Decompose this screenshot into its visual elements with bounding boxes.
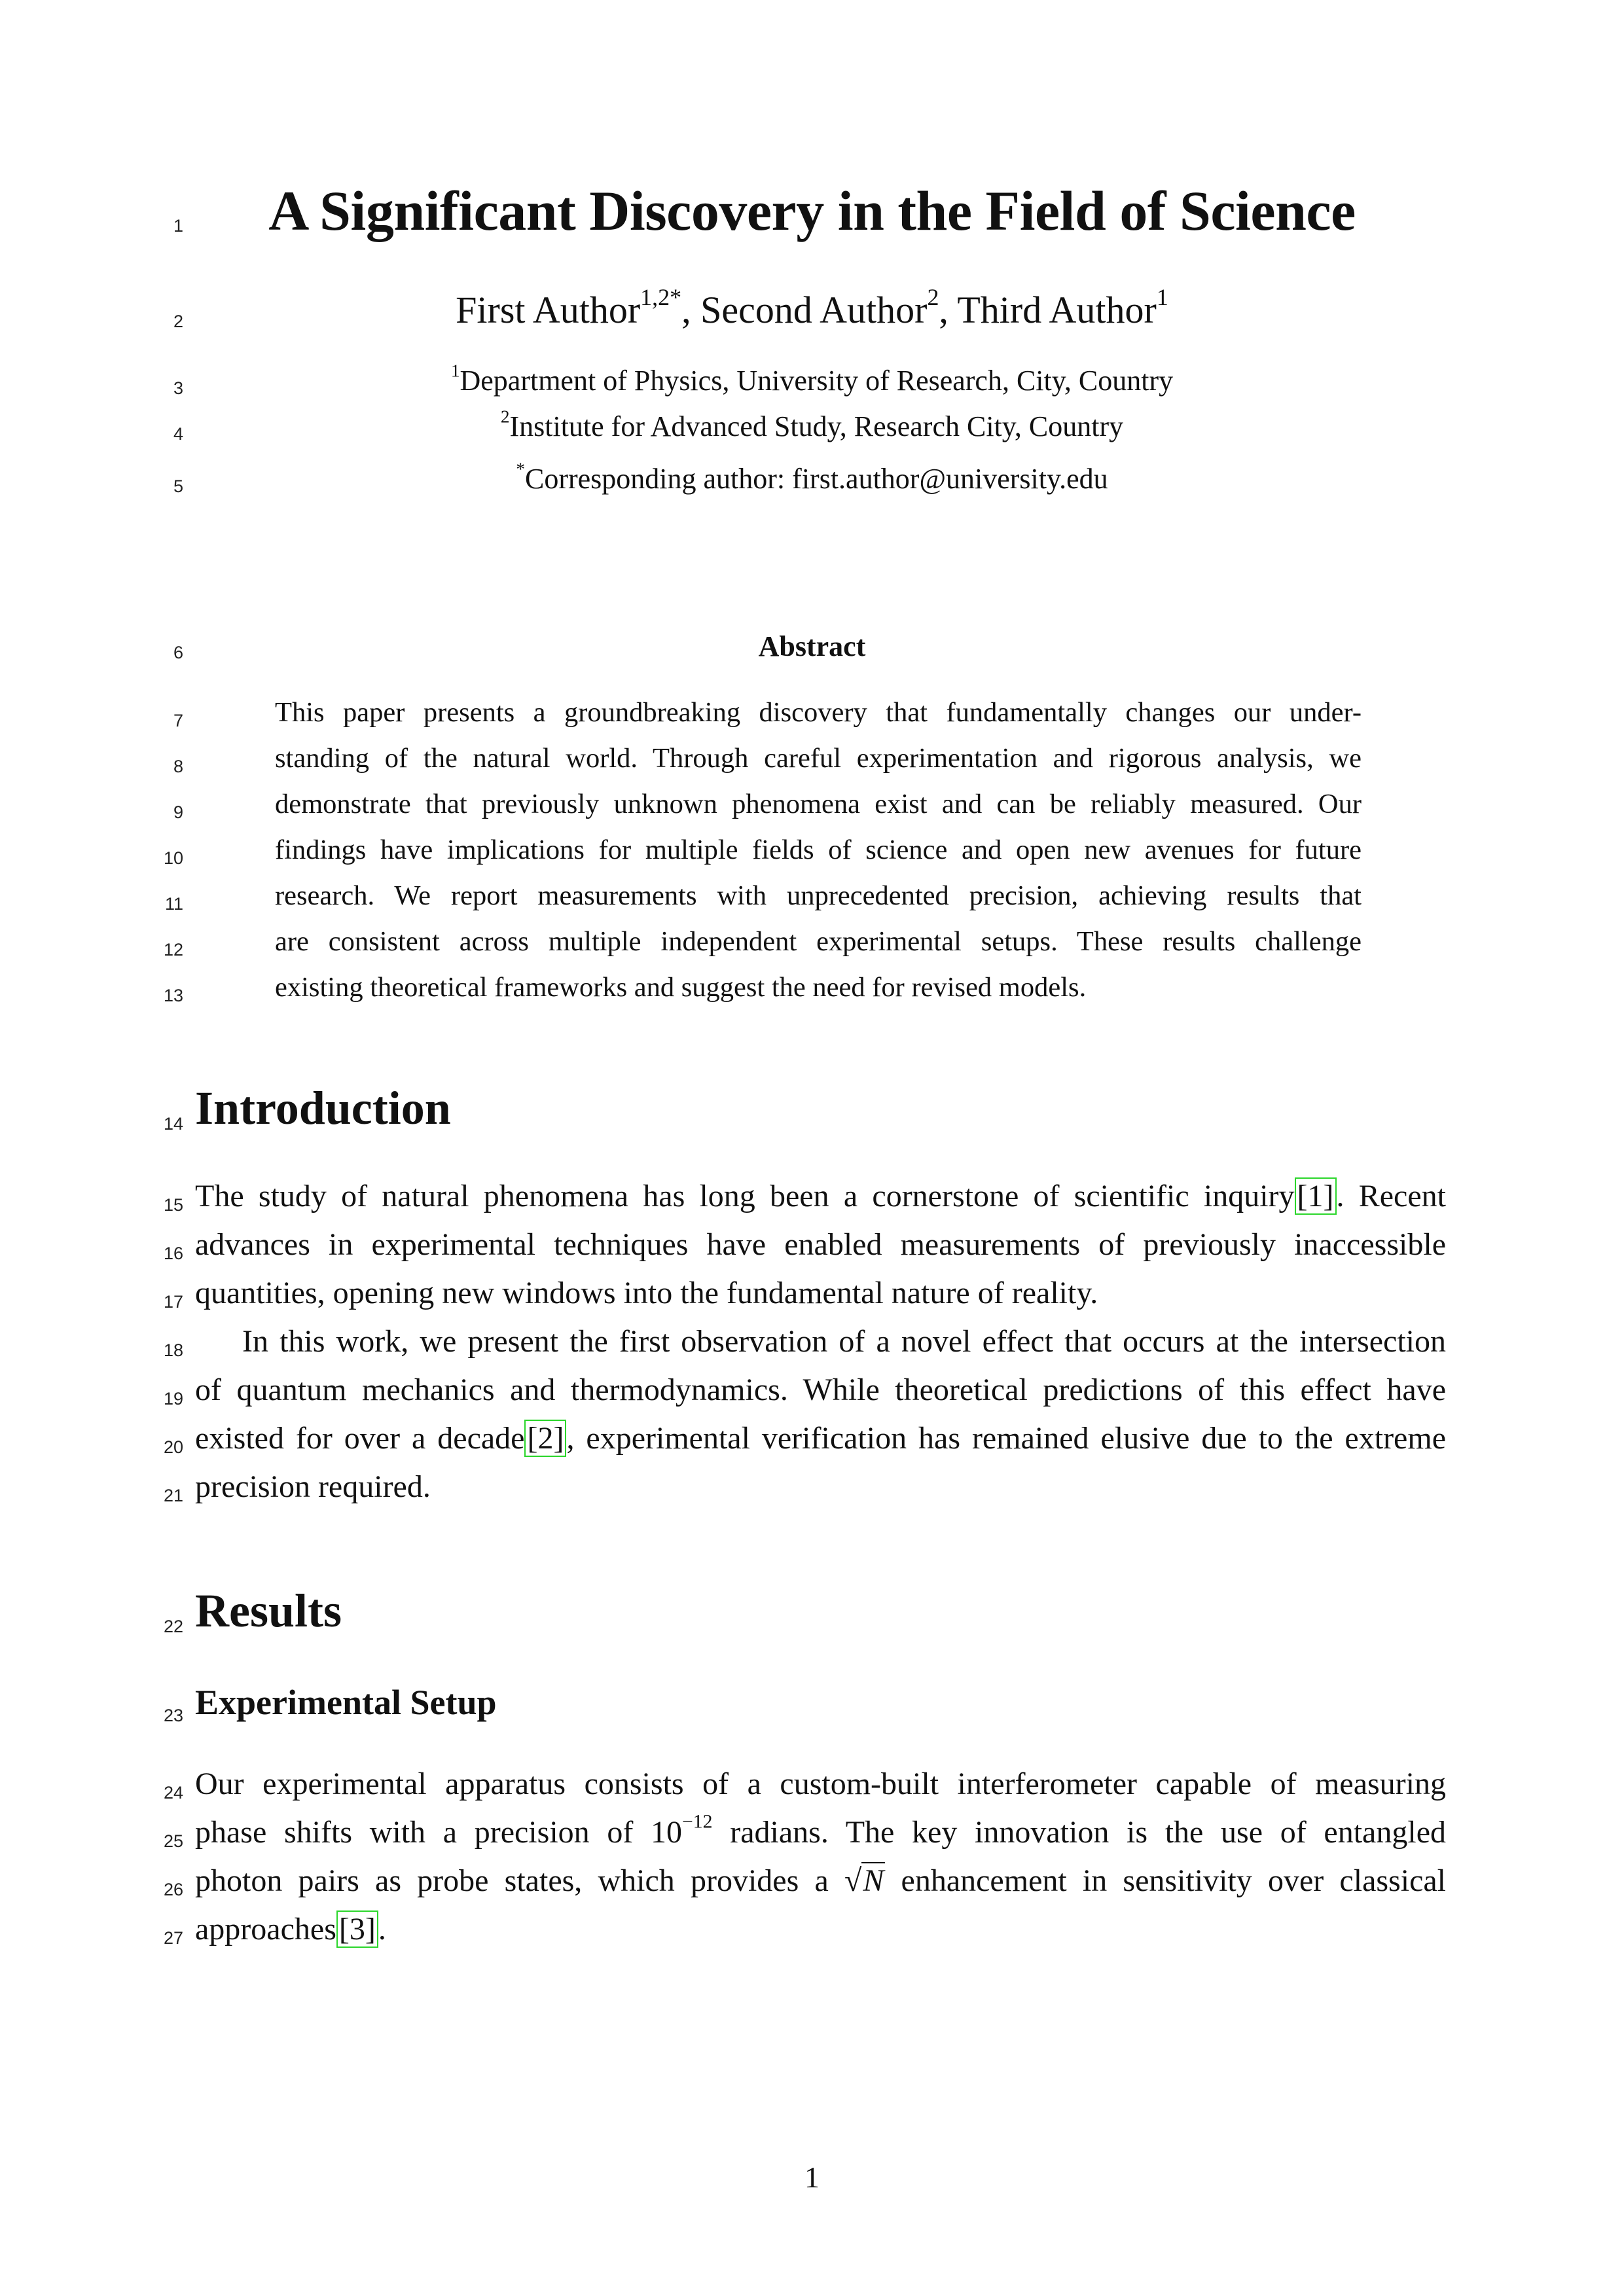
- body-line: quantities, opening new windows into the fundamental nature of reality.: [195, 1276, 1098, 1310]
- line-number: 13: [163, 986, 183, 1005]
- author-affiliation-mark: 1,2*: [640, 284, 682, 311]
- line-number: 21: [163, 1486, 183, 1505]
- body-text: existed for over a decade: [195, 1421, 525, 1456]
- body-line: precision required.: [195, 1469, 431, 1504]
- section-heading-results: Results: [195, 1585, 342, 1637]
- line-number: 8: [173, 757, 183, 776]
- line-number: 9: [173, 802, 183, 822]
- line-number: 3: [173, 378, 183, 398]
- body-line: [195, 1810, 1446, 1850]
- body-line: [195, 1178, 1446, 1214]
- body-text: enhancement in sensitivity over classical: [885, 1863, 1447, 1898]
- body-text: radians. The key innovation is the use of entangled: [712, 1815, 1446, 1850]
- body-line: Our experimental apparatus consists of a custom-built interferometer capable of measuring: [195, 1767, 1446, 1801]
- subsection-heading-experimental-setup: Experimental Setup: [195, 1683, 497, 1722]
- abstract-line: standing of the natural world. Through careful experimentation and rigorous analysis, we: [275, 743, 1362, 774]
- line-number: 27: [163, 1928, 183, 1948]
- line-number: 12: [163, 940, 183, 960]
- body-line: [195, 1420, 1446, 1456]
- line-number: 19: [163, 1389, 183, 1408]
- line-number: 26: [163, 1880, 183, 1899]
- sqrt-sign: √: [844, 1863, 862, 1898]
- exponent: −12: [682, 1810, 713, 1833]
- author-name: First Author: [456, 289, 641, 331]
- sqrt-expression: [844, 1863, 885, 1899]
- affiliation-mark: 1: [450, 361, 460, 381]
- abstract-line: This paper presents a groundbreaking discovery that fundamentally changes our under-: [275, 697, 1362, 728]
- line-number: 10: [163, 848, 183, 868]
- line-number: 25: [163, 1831, 183, 1851]
- body-line: of quantum mechanics and thermodynamics. While theoretical predictions of this effect have: [195, 1372, 1446, 1407]
- citation-link[interactable]: [3]: [336, 1910, 378, 1948]
- line-number: 15: [163, 1195, 183, 1215]
- sqrt-argument: N: [863, 1863, 884, 1898]
- author-name: , Second Author: [681, 289, 928, 331]
- author-affiliation-mark: 2: [927, 284, 939, 311]
- affiliation: [0, 361, 1624, 397]
- line-number: 1: [173, 216, 183, 236]
- body-text: .: [378, 1912, 386, 1946]
- body-text: The study of natural phenomena has long been a cornerstone of scientific inquiry: [195, 1179, 1295, 1213]
- line-number: 23: [163, 1706, 183, 1725]
- line-number: 5: [173, 476, 183, 496]
- line-number: 4: [173, 424, 183, 444]
- affiliation-text: Institute for Advanced Study, Research City, Country: [509, 410, 1124, 442]
- author-name: , Third Author: [939, 289, 1157, 331]
- body-text: , experimental verification has remained elusive due to the extreme: [566, 1421, 1446, 1456]
- citation-link[interactable]: [2]: [524, 1420, 566, 1457]
- citation-link[interactable]: [1]: [1295, 1177, 1337, 1215]
- body-text: phase shifts with a precision of 10: [195, 1815, 683, 1850]
- abstract-line: demonstrate that previously unknown phenomena exist and can be reliably measured. Our: [275, 789, 1362, 819]
- author-affiliation-mark: 1: [1156, 284, 1168, 311]
- line-number: 18: [163, 1340, 183, 1360]
- line-number: 7: [173, 711, 183, 730]
- paper-title: A Significant Discovery in the Field of Science: [268, 179, 1356, 242]
- line-number: 14: [163, 1114, 183, 1134]
- abstract-line: research. We report measurements with unprecedented precision, achieving results that: [275, 880, 1362, 911]
- affiliation: [0, 406, 1624, 443]
- line-number: 2: [173, 312, 183, 331]
- abstract-line: findings have implications for multiple fields of science and open new avenues for future: [275, 834, 1362, 865]
- affiliation-mark: 2: [500, 406, 510, 427]
- line-number: 11: [164, 894, 183, 914]
- abstract-line: existing theoretical frameworks and suggest the need for revised models.: [275, 972, 1087, 1003]
- corresponding-author: [0, 459, 1624, 495]
- line-number: 22: [163, 1617, 183, 1636]
- line-number: 16: [163, 1244, 183, 1263]
- line-number: 6: [173, 643, 183, 662]
- corresponding-mark: *: [516, 459, 525, 479]
- abstract-line: are consistent across multiple independent experimental setups. These results challenge: [275, 926, 1362, 957]
- body-line: In this work, we present the first observation of a novel effect that occurs at the intersection: [242, 1324, 1446, 1359]
- section-heading-introduction: Introduction: [195, 1082, 451, 1134]
- abstract-heading: Abstract: [758, 630, 866, 662]
- affiliation-text: Department of Physics, University of Research, City, Country: [460, 365, 1174, 397]
- corresponding-text: Corresponding author: first.author@university.edu: [525, 463, 1108, 495]
- body-line: [195, 1863, 1446, 1899]
- body-line: advances in experimental techniques have enabled measurements of previously inaccessible: [195, 1227, 1446, 1262]
- body-text: photon pairs as probe states, which provides a: [195, 1863, 844, 1898]
- body-line: [195, 1911, 1446, 1947]
- line-number: 24: [163, 1783, 183, 1803]
- page-number: 1: [804, 2161, 820, 2194]
- line-number: 17: [163, 1292, 183, 1312]
- line-number: 20: [163, 1437, 183, 1457]
- author-list: [0, 284, 1624, 332]
- body-text: approaches: [195, 1912, 336, 1946]
- body-text: . Recent: [1336, 1179, 1447, 1213]
